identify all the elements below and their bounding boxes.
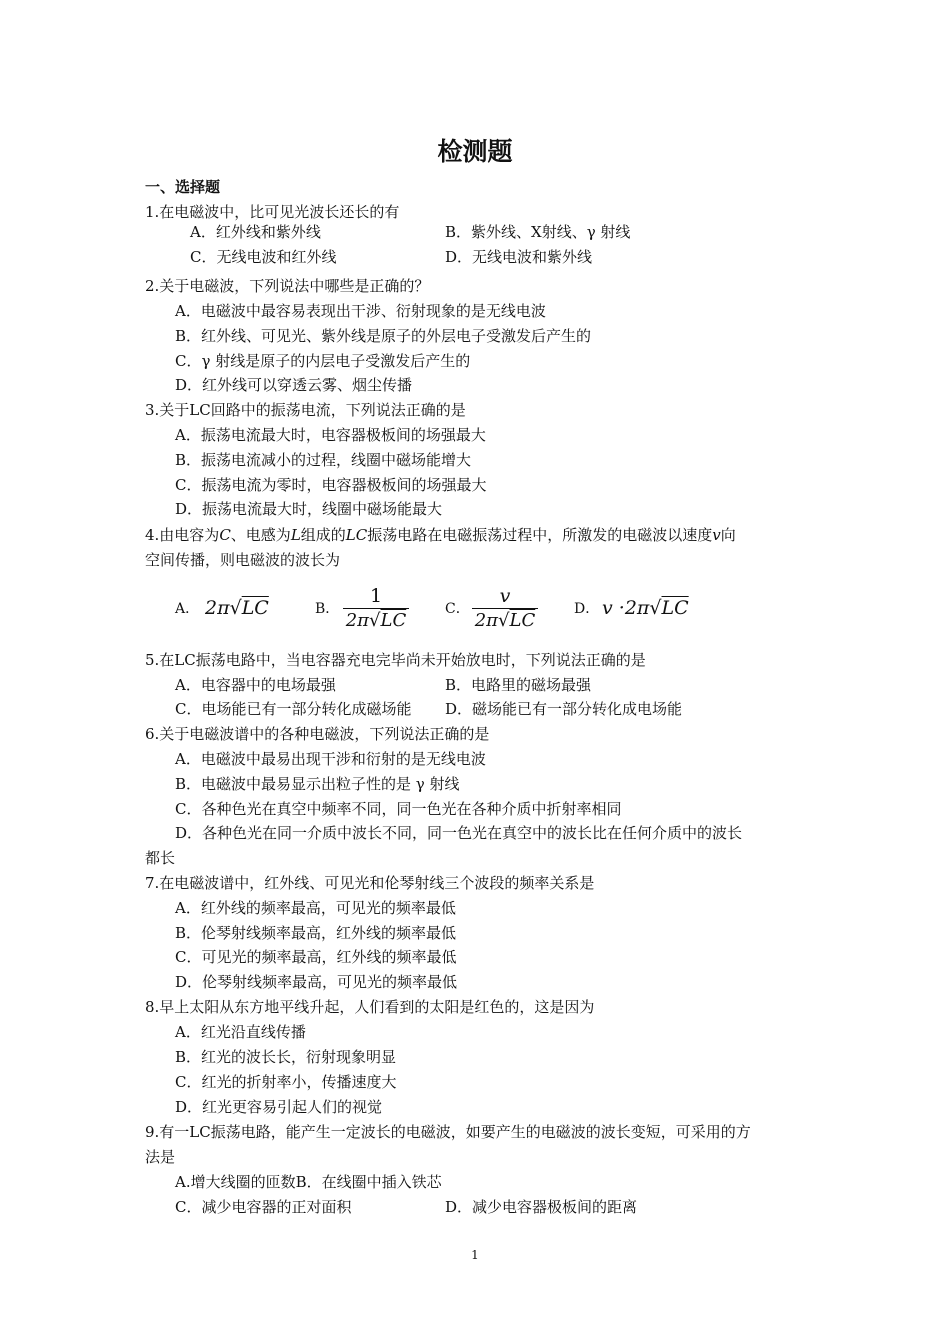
q5-option-d: D．磁场能已有一部分转化成电场能 (445, 700, 683, 718)
q8-stem: 8.早上太阳从东方地平线升起，人们看到的太阳是红色的，这是因为 (145, 998, 595, 1016)
q4-options (0, 585, 950, 635)
q4-option-d-formula: v ·2π√LC (602, 597, 689, 619)
q1-option-b: B．紫外线、X射线、γ 射线 (445, 223, 631, 241)
q2-option-a: A．电磁波中最容易表现出干涉、衍射现象的是无线电波 (175, 302, 546, 320)
q6-stem: 6.关于电磁波谱中的各种电磁波，下列说法正确的是 (145, 725, 490, 743)
q7-option-d: D．伦琴射线频率最高，可见光的频率最低 (175, 973, 458, 991)
q4-option-a-formula: 2π√LC (205, 597, 269, 619)
q3-stem: 3.关于LC回路中的振荡电流，下列说法正确的是 (145, 401, 466, 419)
q9-stem-cont: 法是 (145, 1148, 176, 1166)
q8-option-d: D．红光更容易引起人们的视觉 (175, 1098, 383, 1116)
q3-option-c: C．振荡电流为零时，电容器极板间的场强最大 (175, 476, 487, 494)
section-heading: 一、选择题 (145, 178, 221, 196)
q5-stem: 5.在LC振荡电路中，当电容器充电完毕尚未开始放电时，下列说法正确的是 (145, 651, 646, 669)
q6-option-a: A．电磁波中最易出现干涉和衍射的是无线电波 (175, 750, 486, 768)
q5-option-a: A．电容器中的电场最强 (175, 676, 336, 694)
q6-option-d: D．各种色光在同一介质中波长不同，同一色光在真空中的波长比在任何介质中的波长 (175, 824, 743, 842)
q7-option-a: A．红外线的频率最高，可见光的频率最低 (175, 899, 456, 917)
q4-option-b-formula: 1 2π√LC (343, 585, 409, 632)
q4-option-c-label: C． (445, 601, 470, 617)
q9-option-c: C．减少电容器的正对面积 (175, 1198, 352, 1216)
q1-option-a: A．红外线和紫外线 (190, 223, 321, 241)
q8-option-b: B．红光的波长长，衍射现象明显 (175, 1048, 397, 1066)
q4-option-c-formula: v 2π√LC (472, 585, 538, 632)
q5-option-b: B．电路里的磁场最强 (445, 676, 592, 694)
q4-stem: 4.由电容为C、电感为L组成的LC振荡电路在电磁振荡过程中，所激发的电磁波以速度v向 (145, 526, 736, 544)
q1-option-d: D．无线电波和紫外线 (445, 248, 593, 266)
q5-option-c: C．电场能已有一部分转化成磁场能 (175, 700, 412, 718)
q7-stem: 7.在电磁波谱中，红外线、可见光和伦琴射线三个波段的频率关系是 (145, 874, 595, 892)
q2-option-b: B．红外线、可见光、紫外线是原子的外层电子受激发后产生的 (175, 327, 592, 345)
q8-option-a: A．红光沿直线传播 (175, 1023, 306, 1041)
q6-option-c: C．各种色光在真空中频率不同，同一色光在各种介质中折射率相同 (175, 800, 622, 818)
q2-option-d: D．红外线可以穿透云雾、烟尘传播 (175, 376, 413, 394)
q4-option-b-label: B． (315, 601, 340, 617)
q6-option-b: B．电磁波中最易显示出粒子性的是 γ 射线 (175, 775, 460, 793)
q1-option-c: C．无线电波和红外线 (190, 248, 337, 266)
q9-option-ab: A.增大线圈的匝数B．在线圈中插入铁芯 (175, 1173, 442, 1191)
page-title: 检测题 (437, 137, 513, 166)
page-number: 1 (471, 1248, 479, 1262)
q3-option-d: D．振荡电流最大时，线圈中磁场能最大 (175, 500, 443, 518)
q6-option-d-cont: 都长 (145, 849, 176, 867)
q4-stem-line2: 空间传播，则电磁波的波长为 (145, 551, 341, 569)
q2-option-c: C．γ 射线是原子的内层电子受激发后产生的 (175, 352, 471, 370)
q4-option-a-label: A． (175, 601, 200, 617)
q9-option-d: D．减少电容器极板间的距离 (445, 1198, 638, 1216)
q4-option-d-label: D． (574, 601, 600, 617)
q3-option-a: A．振荡电流最大时，电容器极板间的场强最大 (175, 426, 486, 444)
q7-option-b: B．伦琴射线频率最高，红外线的频率最低 (175, 924, 457, 942)
q8-option-c: C．红光的折射率小，传播速度大 (175, 1073, 397, 1091)
q1-stem: 1.在电磁波中，比可见光波长还长的有 (145, 203, 400, 221)
q2-stem: 2.关于电磁波，下列说法中哪些是正确的？ (145, 277, 430, 295)
q9-stem: 9.有一LC振荡电路，能产生一定波长的电磁波，如要产生的电磁波的波长变短，可采用的方 (145, 1123, 751, 1141)
q7-option-c: C．可见光的频率最高，红外线的频率最低 (175, 948, 457, 966)
q3-option-b: B．振荡电流减小的过程，线圈中磁场能增大 (175, 451, 472, 469)
